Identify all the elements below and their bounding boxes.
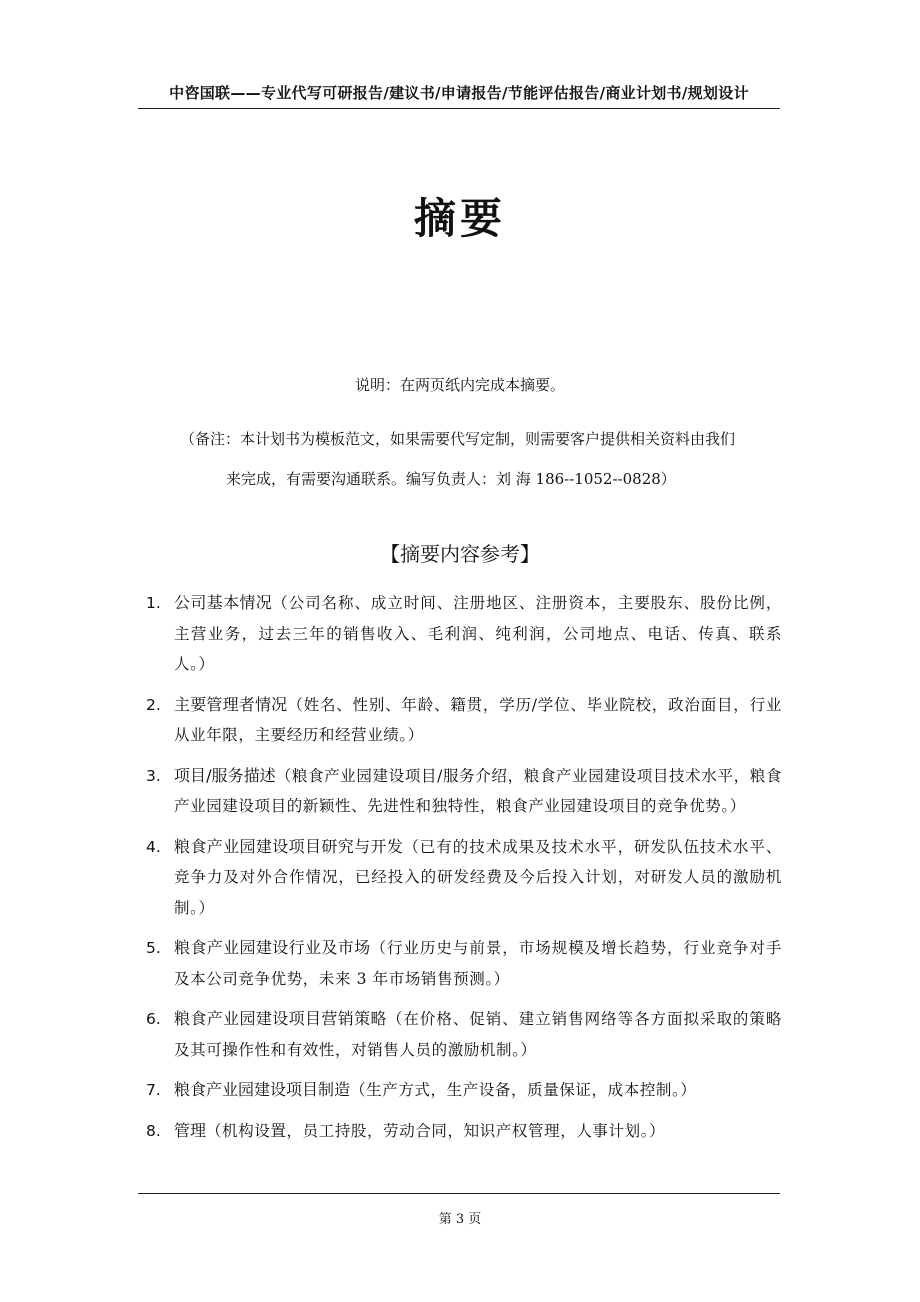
item-number: 6.	[146, 1010, 161, 1028]
item-description: （行业历史与前景，市场规模及增长趋势，行业竞争对手及本公司竞争优势，未来 3 年市场销售预测。）	[174, 939, 782, 988]
item-description: （在价格、促销、建立销售网络等各方面拟采取的策略及其可操作性和有效性，对销售人员的激励机制。）	[174, 1010, 782, 1059]
item-heading: 粮食产业园建设项目营销策略	[174, 1009, 387, 1028]
item-number: 8.	[146, 1121, 161, 1140]
item-description: （公司名称、成立时间、注册地区、注册资本，主要股东、股份比例，主营业务，过去三年的销售收入、毛利润、纯利润，公司地点、电话、传真、联系人。）	[174, 594, 782, 673]
list-item	[146, 1075, 782, 1106]
remark-line-2: 来完成，有需要沟通联系。编写负责人：刘 海 186--1052--0828）	[226, 470, 676, 488]
list-item	[146, 1004, 782, 1065]
item-number: 2.	[146, 695, 161, 714]
item-number: 5.	[146, 939, 161, 957]
list-item	[146, 761, 782, 822]
page-title: 摘要	[413, 194, 506, 243]
item-heading: 公司基本情况	[174, 593, 273, 612]
item-description: （生产方式，生产设备，质量保证，成本控制。）	[350, 1081, 697, 1099]
instruction-note: 说明：在两页纸内完成本摘要。	[354, 376, 565, 394]
item-heading: 项目/服务描述	[174, 765, 276, 785]
page-number: 第 3 页	[438, 1212, 482, 1227]
list-item	[146, 588, 782, 680]
header-divider	[138, 108, 780, 109]
item-heading: 粮食产业园建设行业及市场	[174, 938, 371, 957]
item-description: （机构设置，员工持股，劳动合同，知识产权管理，人事计划。）	[206, 1121, 666, 1140]
item-description: （姓名、性别、年龄、籍贯，学历/学位、毕业院校，政治面目，行业从业年限，主要经历和经营业绩。）	[174, 695, 782, 744]
footer-divider	[138, 1193, 780, 1194]
list-item	[146, 933, 782, 994]
item-heading: 粮食产业园建设项目制造	[174, 1080, 351, 1099]
list-item	[146, 690, 782, 751]
reference-title: 【摘要内容参考】	[380, 542, 540, 566]
list-item	[146, 1116, 782, 1147]
item-heading: 管理	[174, 1120, 207, 1140]
page-header: 中咨国联——专业代写可研报告/建议书/申请报告/节能评估报告/商业计划书/规划设计	[169, 84, 749, 102]
item-number: 7.	[146, 1081, 161, 1099]
item-number: 3.	[146, 766, 161, 785]
item-description: （粮食产业园建设项目/服务介绍，粮食产业园建设项目技术水平，粮食产业园建设项目的新颖性、先进性和独特性，粮食产业园建设项目的竞争优势。）	[174, 766, 782, 815]
list-item	[146, 832, 782, 924]
item-description: （已有的技术成果及技术水平，研发队伍技术水平、竞争力及对外合作情况，已经投入的研发经费及今后投入计划，对研发人员的激励机制。）	[174, 837, 782, 917]
item-heading: 粮食产业园建设项目研究与开发	[174, 836, 404, 856]
remark-line-1: （备注：本计划书为模板范文，如果需要代写定制，则需要客户提供相关资料由我们	[180, 430, 736, 448]
item-number: 4.	[146, 837, 161, 856]
summary-item-list	[146, 588, 782, 1156]
item-number: 1.	[146, 594, 161, 612]
item-heading: 主要管理者情况	[174, 694, 288, 714]
